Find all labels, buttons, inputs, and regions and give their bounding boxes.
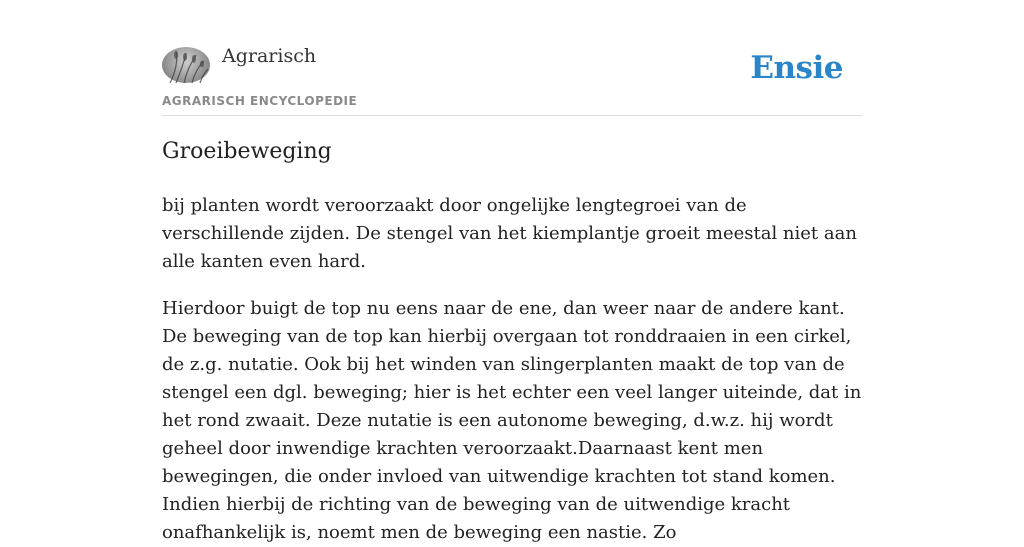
article-title: Groeibeweging <box>162 139 332 164</box>
page-container <box>162 0 862 543</box>
article-paragraph: bij planten wordt veroorzaakt door ongelijke lengtegroei van de verschillende zijden. De stengel van het kiemplantje groeit meestal niet aan alle kanten even hard. <box>162 195 857 272</box>
publication-subtitle: AGRARISCH ENCYCLOPEDIE <box>162 94 358 108</box>
article-paragraph: Hierdoor buigt de top nu eens naar de ene, dan weer naar de andere kant. De beweging van de top kan hierbij overgaan tot ronddraaien in een cirkel, de z.g. nutatie. Ook bij het winden van slingerplanten maakt de top van de stengel een dgl. beweging; hier is het echter een veel langer uiteinde, dat in het rond zwaait. Deze nutatie is een autonome beweging, d.w.z. hij wordt geheel door inwendige krachten veroorzaakt.Daarnaast kent men bewegingen, die onder invloed van uitwendige krachten tot stand komen. Indien hierbij de richting van de beweging van de uitwendige kracht onafhankelijk is, noemt men de beweging een nastie. Zo <box>162 298 862 543</box>
publication-name[interactable]: Agrarisch <box>222 45 317 67</box>
brand-logo-link[interactable]: Ensie <box>750 50 843 86</box>
publication-header <box>162 0 862 116</box>
wheat-logo-icon[interactable] <box>162 47 210 83</box>
